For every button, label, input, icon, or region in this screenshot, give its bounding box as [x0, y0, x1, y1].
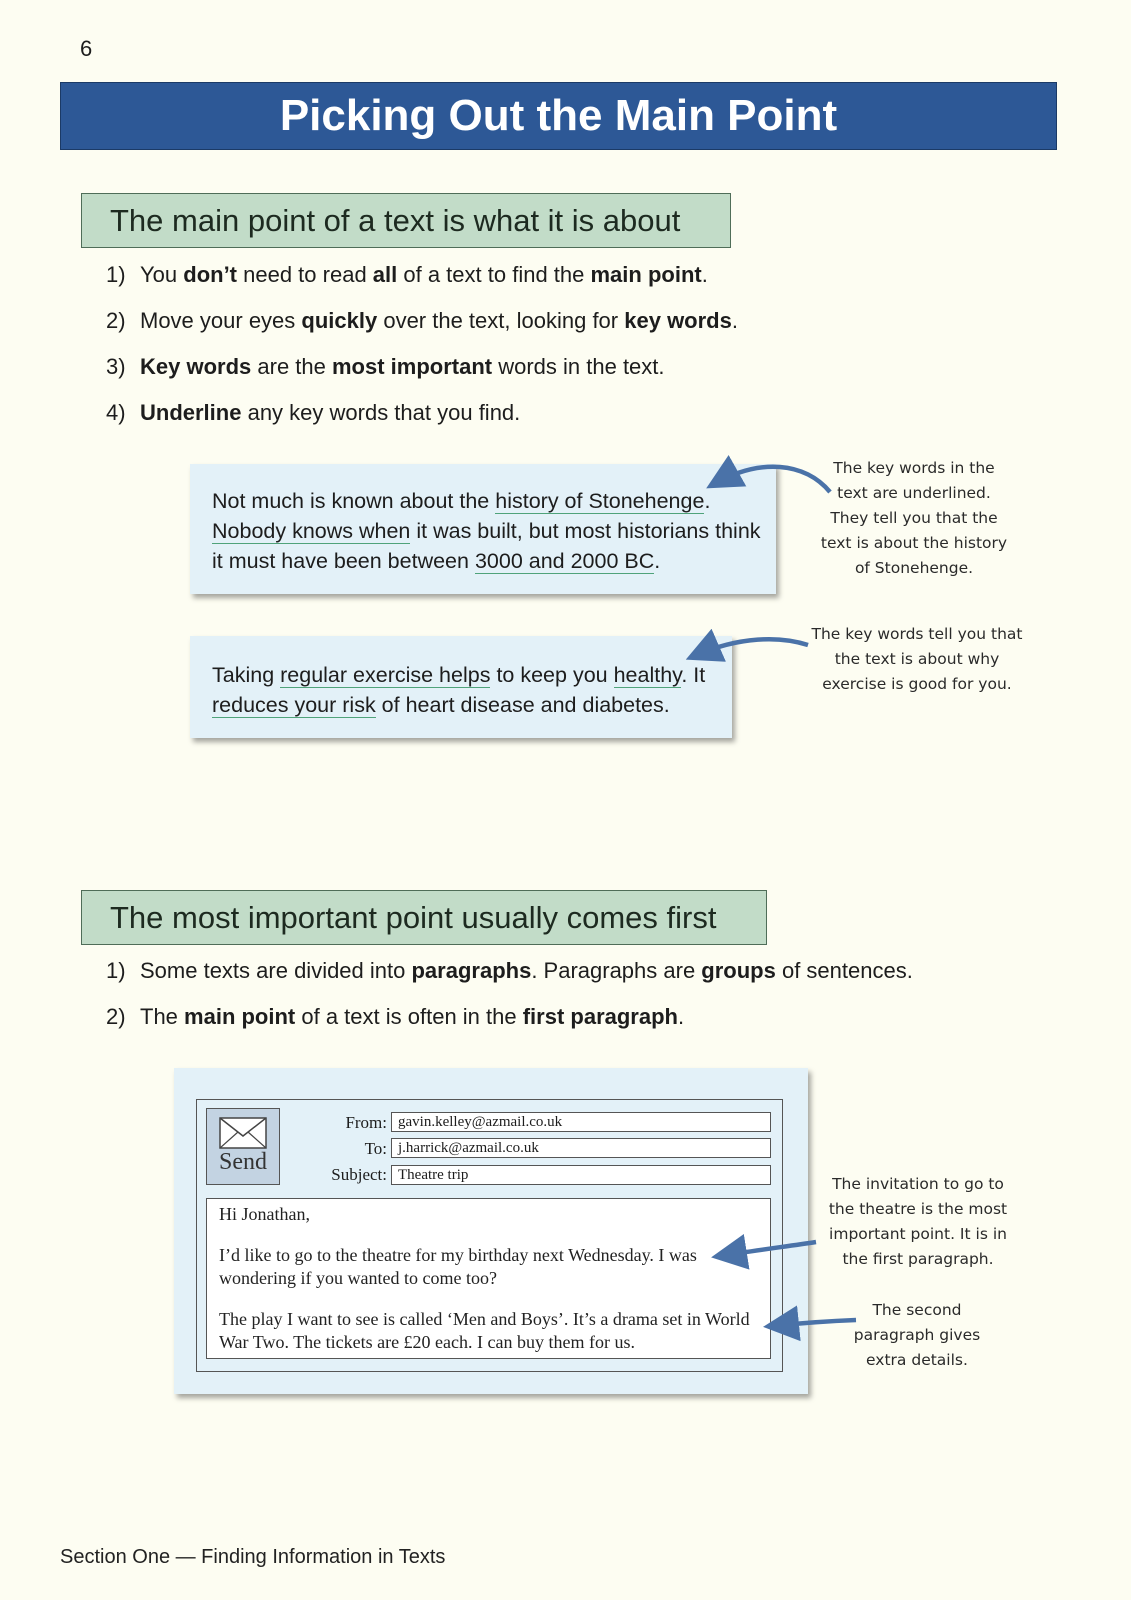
section-heading-main-point: [81, 193, 731, 248]
key-word: 3000 and 2000 BC: [474, 549, 655, 573]
send-button[interactable]: [206, 1108, 280, 1185]
subject-field[interactable]: Theatre trip: [391, 1165, 771, 1185]
list-number: 2): [106, 308, 126, 333]
annotation-note: The second paragraph gives extra details.: [853, 1301, 981, 1369]
message-body[interactable]: [206, 1198, 771, 1359]
email-paragraph-1: I’d like to go to the theatre for my birthday next Wednesday. I was wondering if you wanted to come too?: [219, 1245, 697, 1288]
list-number: 1): [106, 958, 126, 983]
key-word: regular exercise helps: [280, 663, 491, 687]
page-footer: Section One — Finding Information in Texts: [60, 1546, 446, 1568]
annotation-note: The key words tell you that the text is about why exercise is good for you.: [811, 625, 1023, 693]
annotation-note: The invitation to go to the theatre is the most important point. It is in the first paragraph.: [828, 1175, 1008, 1268]
section-heading-text: The main point of a text is what it is about: [110, 202, 681, 238]
email-greeting: Hi Jonathan,: [219, 1204, 310, 1224]
list-number: 3): [106, 354, 126, 379]
list-number: 2): [106, 1004, 126, 1029]
list-item: [106, 354, 738, 400]
list-text: Key words are the most important words in the text.: [140, 354, 665, 379]
section-heading-text: The most important point usually comes first: [110, 899, 717, 935]
example-text-exercise: Taking regular exercise helps to keep you healthy. It reduces your risk of heart disease and diabetes.: [190, 636, 732, 738]
annotation-note: The key words in the text are underlined. They tell you that the text is about the history of Stonehenge.: [820, 459, 1008, 577]
envelope-icon: [219, 1117, 267, 1149]
example-text-stonehenge: Not much is known about the history of Stonehenge. Nobody knows when it was built, but most historians think it must have been between 3000 and 2000 BC.: [190, 464, 776, 594]
page-number: 6: [80, 36, 93, 61]
list-item: [106, 400, 738, 446]
list-number: 1): [106, 262, 126, 287]
from-label: From:: [345, 1113, 387, 1132]
list-text: Move your eyes quickly over the text, looking for key words.: [140, 308, 738, 333]
key-word: healthy: [613, 663, 682, 687]
list-item: [106, 308, 738, 354]
subject-label: Subject:: [331, 1165, 387, 1184]
email-paragraph-2: The play I want to see is called ‘Men and Boys’. It’s a drama set in World War Two. The tickets are £20 each. I can buy them for us.: [219, 1309, 750, 1352]
list-item: [106, 262, 738, 308]
key-word: Nobody knows when: [212, 519, 411, 543]
list-item: [106, 958, 913, 1004]
main-point-list: [106, 262, 738, 446]
list-text: Underline any key words that you find.: [140, 400, 521, 425]
list-text: You don’t need to read all of a text to find the main point.: [140, 262, 708, 287]
key-word: reduces your risk: [212, 693, 376, 717]
key-word: history of Stonehenge: [495, 489, 705, 513]
to-field[interactable]: j.harrick@azmail.co.uk: [391, 1138, 771, 1158]
from-field[interactable]: gavin.kelley@azmail.co.uk: [391, 1112, 771, 1132]
send-label: Send: [219, 1149, 267, 1175]
list-number: 4): [106, 400, 126, 425]
list-item: [106, 1004, 913, 1050]
to-label: To:: [364, 1139, 387, 1158]
list-text: The main point of a text is often in the first paragraph.: [140, 1004, 685, 1029]
list-text: Some texts are divided into paragraphs. Paragraphs are groups of sentences.: [140, 958, 913, 983]
first-point-list: [106, 958, 913, 1050]
section-heading-first-point: [81, 890, 767, 945]
page-title: Picking Out the Main Point: [60, 82, 1057, 150]
